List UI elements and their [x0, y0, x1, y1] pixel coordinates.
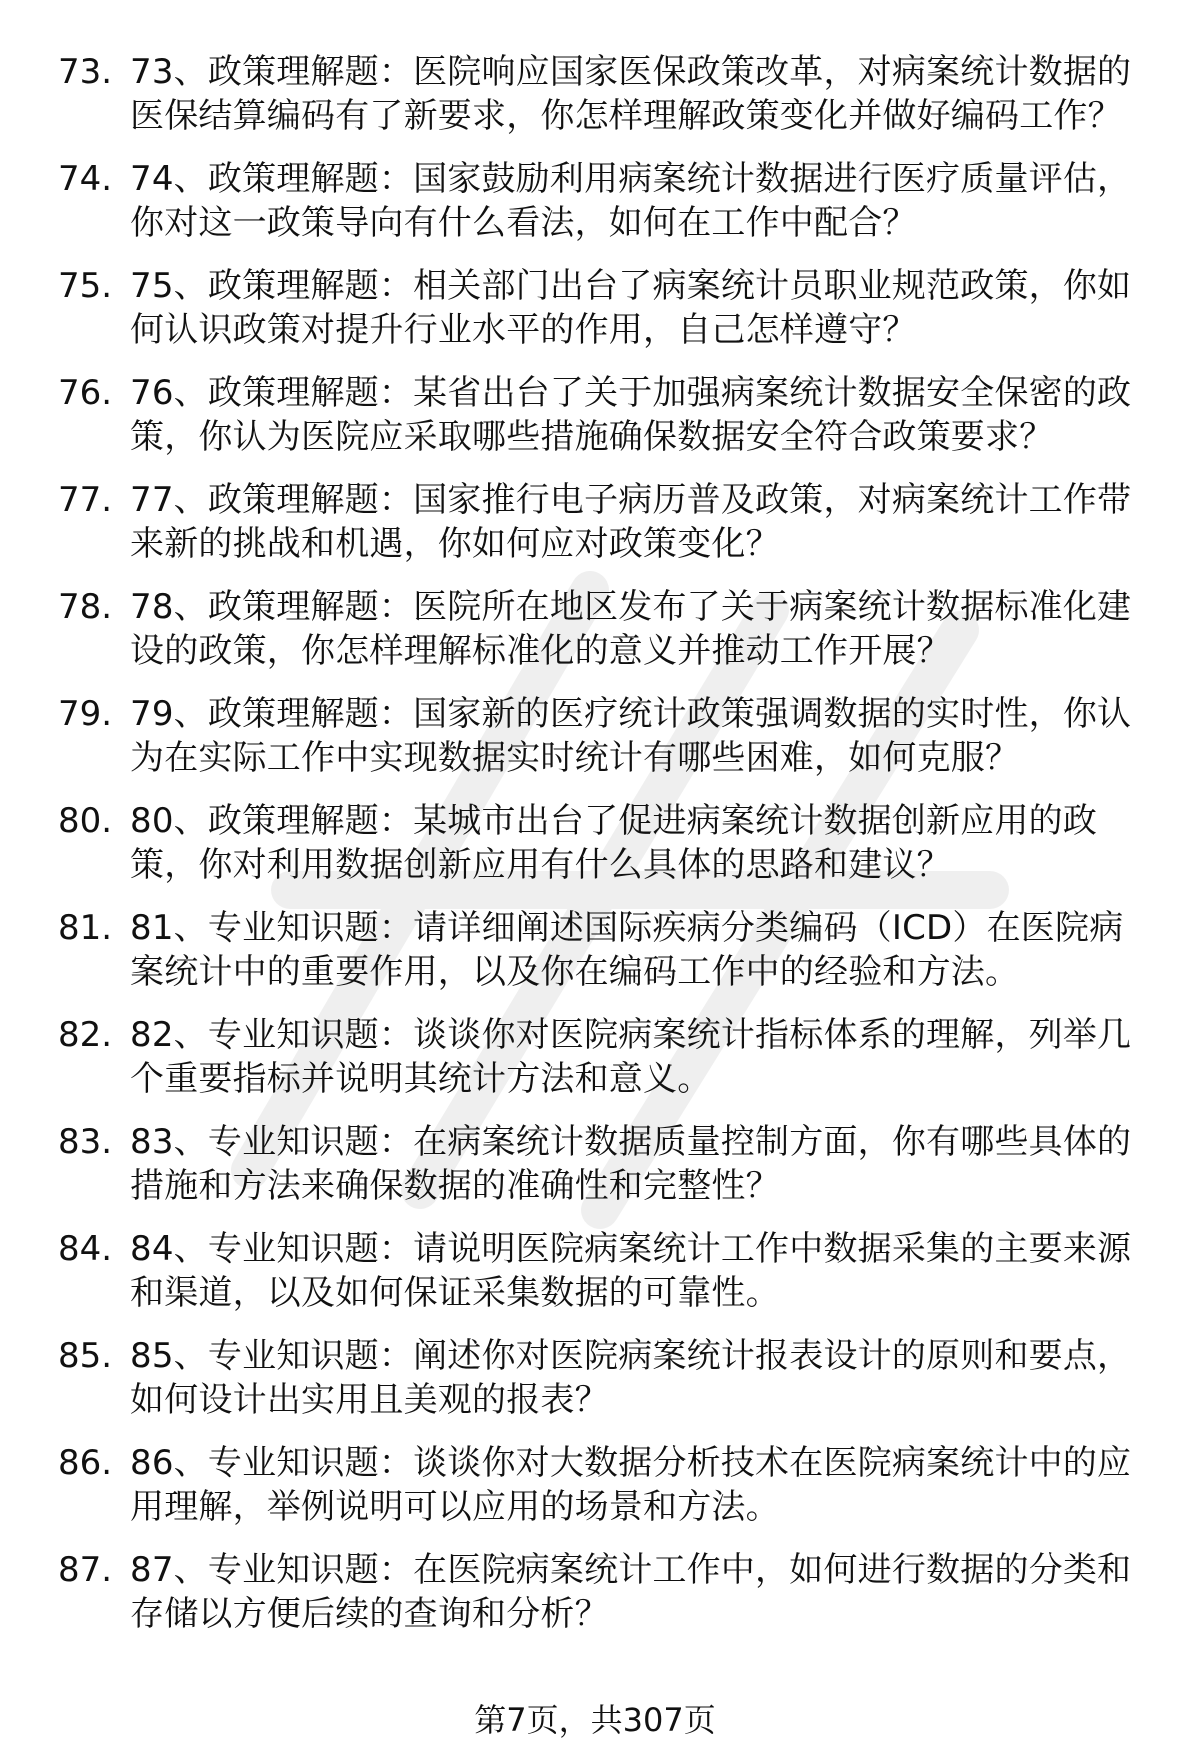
question-text: 73、政策理解题：医院响应国家医保政策改革，对病案统计数据的医保结算编码有了新要求，你怎样理解政策变化并做好编码工作？	[130, 52, 1132, 136]
question-number: 73.	[58, 52, 113, 92]
list-item	[58, 1013, 1153, 1101]
list-item	[58, 1441, 1153, 1529]
question-text: 80、政策理解题：某城市出台了促进病案统计数据创新应用的政策，你对利用数据创新应用有什么具体的思路和建议？	[130, 801, 1098, 885]
question-text: 84、专业知识题：请说明医院病案统计工作中数据采集的主要来源和渠道，以及如何保证采集数据的可靠性。	[130, 1229, 1132, 1313]
question-text: 75、政策理解题：相关部门出台了病案统计员职业规范政策，你如何认识政策对提升行业水平的作用，自己怎样遵守？	[130, 266, 1132, 350]
list-item	[58, 371, 1153, 459]
list-item	[58, 692, 1153, 780]
list-item	[58, 585, 1153, 673]
question-list	[58, 50, 1153, 1655]
question-number: 74.	[58, 159, 113, 199]
question-text: 86、专业知识题：谈谈你对大数据分析技术在医院病案统计中的应用理解，举例说明可以应用的场景和方法。	[130, 1443, 1132, 1527]
question-number: 77.	[58, 480, 113, 520]
question-number: 86.	[58, 1443, 113, 1483]
question-text: 87、专业知识题：在医院病案统计工作中，如何进行数据的分类和存储以方便后续的查询和分析？	[130, 1550, 1132, 1634]
question-text: 76、政策理解题：某省出台了关于加强病案统计数据安全保密的政策，你认为医院应采取哪些措施确保数据安全符合政策要求？	[130, 373, 1132, 457]
list-item	[58, 799, 1153, 887]
question-number: 79.	[58, 694, 113, 734]
question-number: 84.	[58, 1229, 113, 1269]
list-item	[58, 1227, 1153, 1315]
list-item	[58, 264, 1153, 352]
question-number: 81.	[58, 908, 113, 948]
question-text: 85、专业知识题：阐述你对医院病案统计报表设计的原则和要点，如何设计出实用且美观的报表？	[130, 1336, 1132, 1420]
question-text: 81、专业知识题：请详细阐述国际疾病分类编码（ICD）在医院病案统计中的重要作用，以及你在编码工作中的经验和方法。	[130, 908, 1124, 992]
question-text: 77、政策理解题：国家推行电子病历普及政策，对病案统计工作带来新的挑战和机遇，你如何应对政策变化？	[130, 480, 1132, 564]
question-number: 80.	[58, 801, 113, 841]
list-item	[58, 50, 1153, 138]
question-number: 82.	[58, 1015, 113, 1055]
question-text: 78、政策理解题：医院所在地区发布了关于病案统计数据标准化建设的政策，你怎样理解标准化的意义并推动工作开展？	[130, 587, 1132, 671]
question-number: 83.	[58, 1122, 113, 1162]
page-number-footer: 第7页，共307页	[474, 1701, 716, 1739]
question-number: 76.	[58, 373, 113, 413]
question-text: 79、政策理解题：国家新的医疗统计政策强调数据的实时性，你认为在实际工作中实现数据实时统计有哪些困难，如何克服？	[130, 694, 1132, 778]
list-item	[58, 906, 1153, 994]
list-item	[58, 157, 1153, 245]
list-item	[58, 1548, 1153, 1636]
question-number: 78.	[58, 587, 113, 627]
list-item	[58, 1334, 1153, 1422]
list-item	[58, 1120, 1153, 1208]
question-number: 87.	[58, 1550, 113, 1590]
question-text: 83、专业知识题：在病案统计数据质量控制方面，你有哪些具体的措施和方法来确保数据的准确性和完整性？	[130, 1122, 1132, 1206]
question-text: 82、专业知识题：谈谈你对医院病案统计指标体系的理解，列举几个重要指标并说明其统计方法和意义。	[130, 1015, 1132, 1099]
list-item	[58, 478, 1153, 566]
question-text: 74、政策理解题：国家鼓励利用病案统计数据进行医疗质量评估，你对这一政策导向有什么看法，如何在工作中配合？	[130, 159, 1132, 243]
question-number: 75.	[58, 266, 113, 306]
question-number: 85.	[58, 1336, 113, 1376]
